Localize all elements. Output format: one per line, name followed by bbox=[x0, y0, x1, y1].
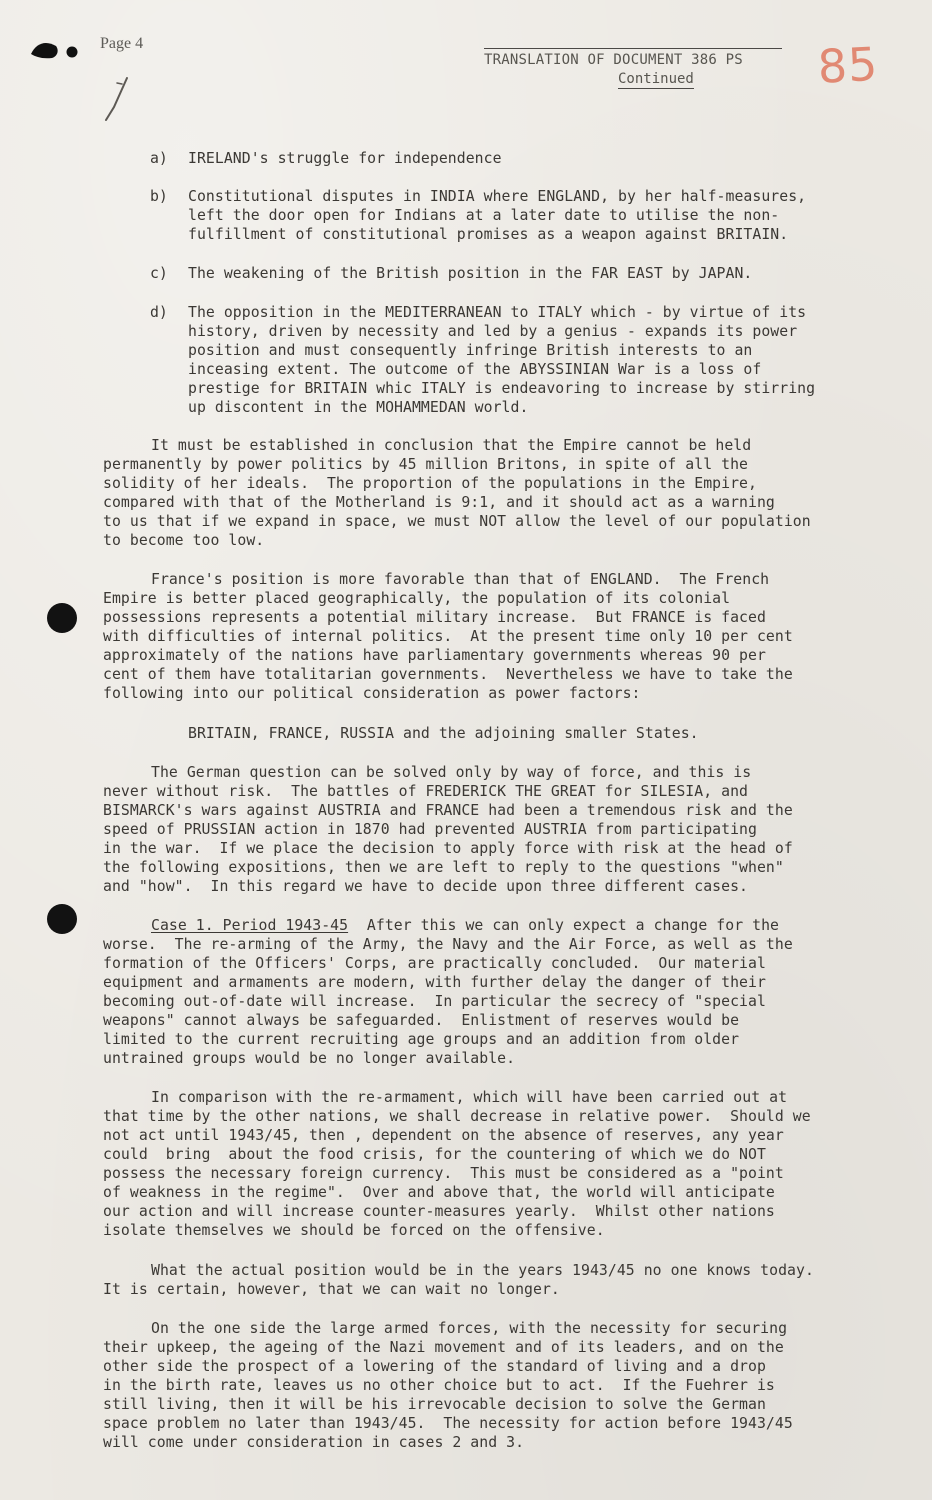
paragraph-2-line-4: with difficulties of internal politics. At the present time only 10 per cent bbox=[103, 628, 793, 645]
list-letter-c: c) bbox=[150, 265, 168, 282]
power-factors-line: BRITAIN, FRANCE, RUSSIA and the adjoining smaller States. bbox=[188, 725, 699, 742]
paragraph-7-line-6: space problem no later than 1943/45. The necessity for action before 1943/45 bbox=[103, 1415, 793, 1432]
paragraph-2-line-6: cent of them have totalitarian governments. Nevertheless we have to take the bbox=[103, 666, 793, 683]
list-item-b-line-2: left the door open for Indians at a later date to utilise the non- bbox=[188, 207, 780, 224]
list-item-d-line-4: inceasing extent. The outcome of the ABYSSINIAN War is a loss of bbox=[188, 361, 762, 378]
paragraph-5-line-7: our action and will increase counter-measures yearly. Whilst other nations bbox=[103, 1203, 775, 1220]
paragraph-3-line-1: The German question can be solved only by way of force, and this is bbox=[151, 764, 752, 781]
list-item-d-line-5: prestige for BRITAIN whic ITALY is endeavoring to increase by stirring bbox=[188, 380, 816, 397]
paragraph-7-line-1: On the one side the large armed forces, with the necessity for securing bbox=[151, 1320, 788, 1337]
case-1-first-line-rest: After this we can only expect a change for the bbox=[349, 917, 780, 934]
paragraph-5-line-3: not act until 1943/45, then , dependent on the absence of reserves, any year bbox=[103, 1127, 784, 1144]
paragraph-4-line-6: weapons" cannot always be safeguarded. Enlistment of reserves would be bbox=[103, 1012, 740, 1029]
paragraph-5-line-5: possess the necessary foreign currency. This must be considered as a "point bbox=[103, 1165, 784, 1182]
paragraph-1-line-2: permanently by power politics by 45 million Britons, in spite of all the bbox=[103, 456, 749, 473]
paragraph-5-line-2: that time by the other nations, we shall decrease in relative power. Should we bbox=[103, 1108, 811, 1125]
list-item-d-line-6: up discontent in the MOHAMMEDAN world. bbox=[188, 399, 529, 416]
list-letter-d: d) bbox=[150, 304, 168, 321]
list-letter-b: b) bbox=[150, 188, 168, 205]
paragraph-5-line-8: isolate themselves we should be forced on the offensive. bbox=[103, 1222, 605, 1239]
paragraph-4-line-5: becoming out-of-date will increase. In particular the secrecy of "special bbox=[103, 993, 766, 1010]
paragraph-2-line-7: following into our political consideration as power factors: bbox=[103, 685, 641, 702]
list-item-c-line-1: The weakening of the British position in the FAR EAST by JAPAN. bbox=[188, 265, 753, 282]
handwritten-page-stamp: 85 bbox=[816, 36, 880, 94]
paragraph-7-line-2: their upkeep, the ageing of the Nazi movement and of its leaders, and on the bbox=[103, 1339, 784, 1356]
paragraph-1-line-6: to become too low. bbox=[103, 532, 265, 549]
paragraph-7-line-3: other side the prospect of a lowering of the standard of living and a drop bbox=[103, 1358, 766, 1375]
page-number-label: Page 4 bbox=[100, 35, 144, 52]
paragraph-4-line-3: formation of the Officers' Corps, are practically concluded. Our material bbox=[103, 955, 766, 972]
document-subtitle: Continued bbox=[618, 71, 694, 87]
paragraph-4-line-7: limited to the current recruiting age groups and an addition from older bbox=[103, 1031, 740, 1048]
paragraph-1-line-1: It must be established in conclusion that the Empire cannot be held bbox=[151, 437, 752, 454]
paragraph-2-line-5: approximately of the nations have parliamentary governments whereas 90 per bbox=[103, 647, 766, 664]
paragraph-7-line-4: in the birth rate, leaves us no other choice but to act. If the Fuehrer is bbox=[103, 1377, 775, 1394]
paragraph-7-line-7: will come under consideration in cases 2 and 3. bbox=[103, 1434, 525, 1451]
paragraph-3-line-3: BISMARCK's wars against AUSTRIA and FRANCE had been a tremendous risk and the bbox=[103, 802, 793, 819]
list-item-b-line-1: Constitutional disputes in INDIA where ENGLAND, by her half-measures, bbox=[188, 188, 807, 205]
paragraph-5-line-4: could bring about the food crisis, for the countering of which we do NOT bbox=[103, 1146, 766, 1163]
document-title: TRANSLATION OF DOCUMENT 386 PS bbox=[484, 52, 743, 68]
paragraph-4-line-4: equipment and armaments are modern, with further delay the danger of their bbox=[103, 974, 766, 991]
paragraph-1-line-5: to us that if we expand in space, we must NOT allow the level of our population bbox=[103, 513, 811, 530]
paragraph-3-line-5: in the war. If we place the decision to apply force with risk at the head of bbox=[103, 840, 793, 857]
list-item-b-line-3: fulfillment of constitutional promises as a weapon against BRITAIN. bbox=[188, 226, 789, 243]
paragraph-3-line-7: and "how". In this regard we have to decide upon three different cases. bbox=[103, 878, 749, 895]
paragraph-2-line-3: possessions represents a potential military increase. But FRANCE is faced bbox=[103, 609, 766, 626]
list-item-d-line-1: The opposition in the MEDITERRANEAN to ITALY which - by virtue of its bbox=[188, 304, 807, 321]
list-item-a-line-1: IRELAND's struggle for independence bbox=[188, 150, 502, 167]
list-item-d-line-2: history, driven by necessity and led by a genius - expands its power bbox=[188, 323, 798, 340]
paragraph-7-line-5: still living, then it will be his irrevocable decision to solve the German bbox=[103, 1396, 766, 1413]
paragraph-1-line-3: solidity of her ideals. The proportion of the populations in the Empire, bbox=[103, 475, 757, 492]
paragraph-3-line-2: never without risk. The battles of FREDERICK THE GREAT for SILESIA, and bbox=[103, 783, 749, 800]
paragraph-6-line-1: What the actual position would be in the years 1943/45 no one knows today. bbox=[151, 1262, 814, 1279]
paragraph-3-line-4: speed of PRUSSIAN action in 1870 had prevented AUSTRIA from participating bbox=[103, 821, 757, 838]
case-1-heading: Case 1. Period 1943-45 bbox=[151, 917, 349, 934]
paragraph-3-line-6: the following expositions, then we are left to reply to the questions "when" bbox=[103, 859, 784, 876]
paragraph-1-line-4: compared with that of the Motherland is 9:1, and it should act as a warning bbox=[103, 494, 775, 511]
list-item-d-line-3: position and must consequently infringe British interests to an bbox=[188, 342, 753, 359]
paragraph-2-line-2: Empire is better placed geographically, the population of its colonial bbox=[103, 590, 731, 607]
paragraph-6-line-2: It is certain, however, that we can wait no longer. bbox=[103, 1281, 560, 1298]
paragraph-4-line-2: worse. The re-arming of the Army, the Navy and the Air Force, as well as the bbox=[103, 936, 793, 953]
paragraph-2-line-1: France's position is more favorable than that of ENGLAND. The French bbox=[151, 571, 770, 588]
paragraph-4-line-8: untrained groups would be no longer available. bbox=[103, 1050, 516, 1067]
paragraph-5-line-6: of weakness in the regime". Over and above that, the world will anticipate bbox=[103, 1184, 775, 1201]
list-letter-a: a) bbox=[150, 150, 168, 167]
paragraph-5-line-1: In comparison with the re-armament, which will have been carried out at bbox=[151, 1089, 788, 1106]
